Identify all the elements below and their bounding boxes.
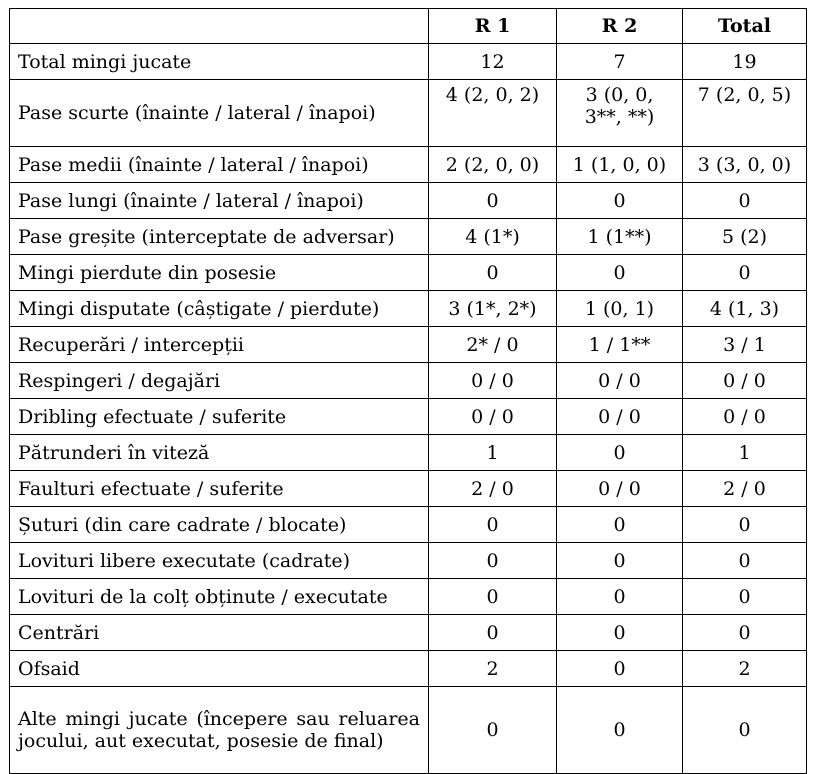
table-row bbox=[10, 651, 807, 687]
table-row bbox=[10, 399, 807, 435]
total-value: 0 bbox=[683, 615, 807, 651]
table-row bbox=[10, 147, 807, 183]
row-label: Pase greșite (interceptate de adversar) bbox=[10, 219, 429, 255]
r2-value: 0 bbox=[557, 687, 683, 774]
r1-value: 1 bbox=[429, 435, 557, 471]
r1-value: 3 (1*, 2*) bbox=[429, 291, 557, 327]
row-label: Total mingi jucate bbox=[10, 44, 429, 80]
r1-value: 2 bbox=[429, 651, 557, 687]
row-label: Centrări bbox=[10, 615, 429, 651]
total-value: 0 / 0 bbox=[683, 399, 807, 435]
table-row bbox=[10, 44, 807, 80]
total-value: 0 / 0 bbox=[683, 363, 807, 399]
table-row bbox=[10, 80, 807, 147]
r1-value: 2 (2, 0, 0) bbox=[429, 147, 557, 183]
r2-value: 0 bbox=[557, 651, 683, 687]
table-row bbox=[10, 507, 807, 543]
row-label: Respingeri / degajări bbox=[10, 363, 429, 399]
row-label: Recuperări / intercepții bbox=[10, 327, 429, 363]
total-value: 0 bbox=[683, 579, 807, 615]
row-label: Mingi pierdute din posesie bbox=[10, 255, 429, 291]
r1-value: 0 bbox=[429, 579, 557, 615]
match-stats-table bbox=[9, 8, 807, 774]
r2-value: 0 bbox=[557, 435, 683, 471]
total-value: 19 bbox=[683, 44, 807, 80]
total-value: 3 / 1 bbox=[683, 327, 807, 363]
r1-value: 0 / 0 bbox=[429, 399, 557, 435]
r2-value: 1 (0, 1) bbox=[557, 291, 683, 327]
r2-value: 0 / 0 bbox=[557, 363, 683, 399]
r1-value: 2 / 0 bbox=[429, 471, 557, 507]
r2-value: 0 bbox=[557, 507, 683, 543]
table-row bbox=[10, 435, 807, 471]
r2-value: 3 (0, 0, 3**, **) bbox=[557, 80, 683, 147]
row-label: Pase medii (înainte / lateral / înapoi) bbox=[10, 147, 429, 183]
total-value: 3 (3, 0, 0) bbox=[683, 147, 807, 183]
header-label-cell bbox=[10, 9, 429, 44]
r1-value: 0 bbox=[429, 687, 557, 774]
total-value: 1 bbox=[683, 435, 807, 471]
total-value: 5 (2) bbox=[683, 219, 807, 255]
r1-value: 4 (2, 0, 2) bbox=[429, 80, 557, 147]
r1-value: 0 bbox=[429, 615, 557, 651]
r2-value: 0 bbox=[557, 543, 683, 579]
r2-value: 0 / 0 bbox=[557, 399, 683, 435]
header-r2: R 2 bbox=[557, 9, 683, 44]
total-value: 2 bbox=[683, 651, 807, 687]
r1-value: 0 bbox=[429, 255, 557, 291]
r2-value: 1 (1, 0, 0) bbox=[557, 147, 683, 183]
r1-value: 12 bbox=[429, 44, 557, 80]
r2-value: 1 (1**) bbox=[557, 219, 683, 255]
r1-value: 2* / 0 bbox=[429, 327, 557, 363]
total-value: 0 bbox=[683, 255, 807, 291]
r1-value: 0 bbox=[429, 507, 557, 543]
table-row bbox=[10, 255, 807, 291]
table-row bbox=[10, 471, 807, 507]
header-total: Total bbox=[683, 9, 807, 44]
table-row bbox=[10, 219, 807, 255]
r2-value: 0 / 0 bbox=[557, 471, 683, 507]
total-value: 7 (2, 0, 5) bbox=[683, 80, 807, 147]
total-value: 0 bbox=[683, 543, 807, 579]
r2-value: 0 bbox=[557, 615, 683, 651]
r1-value: 0 bbox=[429, 183, 557, 219]
table-row bbox=[10, 543, 807, 579]
row-label: Faulturi efectuate / suferite bbox=[10, 471, 429, 507]
r2-value: 0 bbox=[557, 579, 683, 615]
table-row bbox=[10, 183, 807, 219]
total-value: 0 bbox=[683, 687, 807, 774]
r2-value: 0 bbox=[557, 183, 683, 219]
r1-value: 0 / 0 bbox=[429, 363, 557, 399]
r2-value: 1 / 1** bbox=[557, 327, 683, 363]
row-label: Dribling efectuate / suferite bbox=[10, 399, 429, 435]
total-value: 0 bbox=[683, 183, 807, 219]
r2-value: 0 bbox=[557, 255, 683, 291]
row-label: Pătrunderi în viteză bbox=[10, 435, 429, 471]
table-row bbox=[10, 615, 807, 651]
table-row bbox=[10, 327, 807, 363]
row-label: Pase scurte (înainte / lateral / înapoi) bbox=[10, 80, 429, 147]
total-value: 2 / 0 bbox=[683, 471, 807, 507]
r1-value: 4 (1*) bbox=[429, 219, 557, 255]
table-row bbox=[10, 687, 807, 774]
total-value: 4 (1, 3) bbox=[683, 291, 807, 327]
table-row bbox=[10, 579, 807, 615]
table-row bbox=[10, 291, 807, 327]
row-label: Lovituri libere executate (cadrate) bbox=[10, 543, 429, 579]
row-label: Alte mingi jucate (începere sau reluarea jocului, aut executat, posesie de final) bbox=[10, 687, 429, 774]
table-row bbox=[10, 363, 807, 399]
header-row bbox=[10, 9, 807, 44]
row-label: Mingi disputate (câștigate / pierdute) bbox=[10, 291, 429, 327]
row-label: Lovituri de la colț obținute / executate bbox=[10, 579, 429, 615]
row-label: Șuturi (din care cadrate / blocate) bbox=[10, 507, 429, 543]
row-label: Ofsaid bbox=[10, 651, 429, 687]
r1-value: 0 bbox=[429, 543, 557, 579]
total-value: 0 bbox=[683, 507, 807, 543]
r2-value: 7 bbox=[557, 44, 683, 80]
header-r1: R 1 bbox=[429, 9, 557, 44]
row-label: Pase lungi (înainte / lateral / înapoi) bbox=[10, 183, 429, 219]
